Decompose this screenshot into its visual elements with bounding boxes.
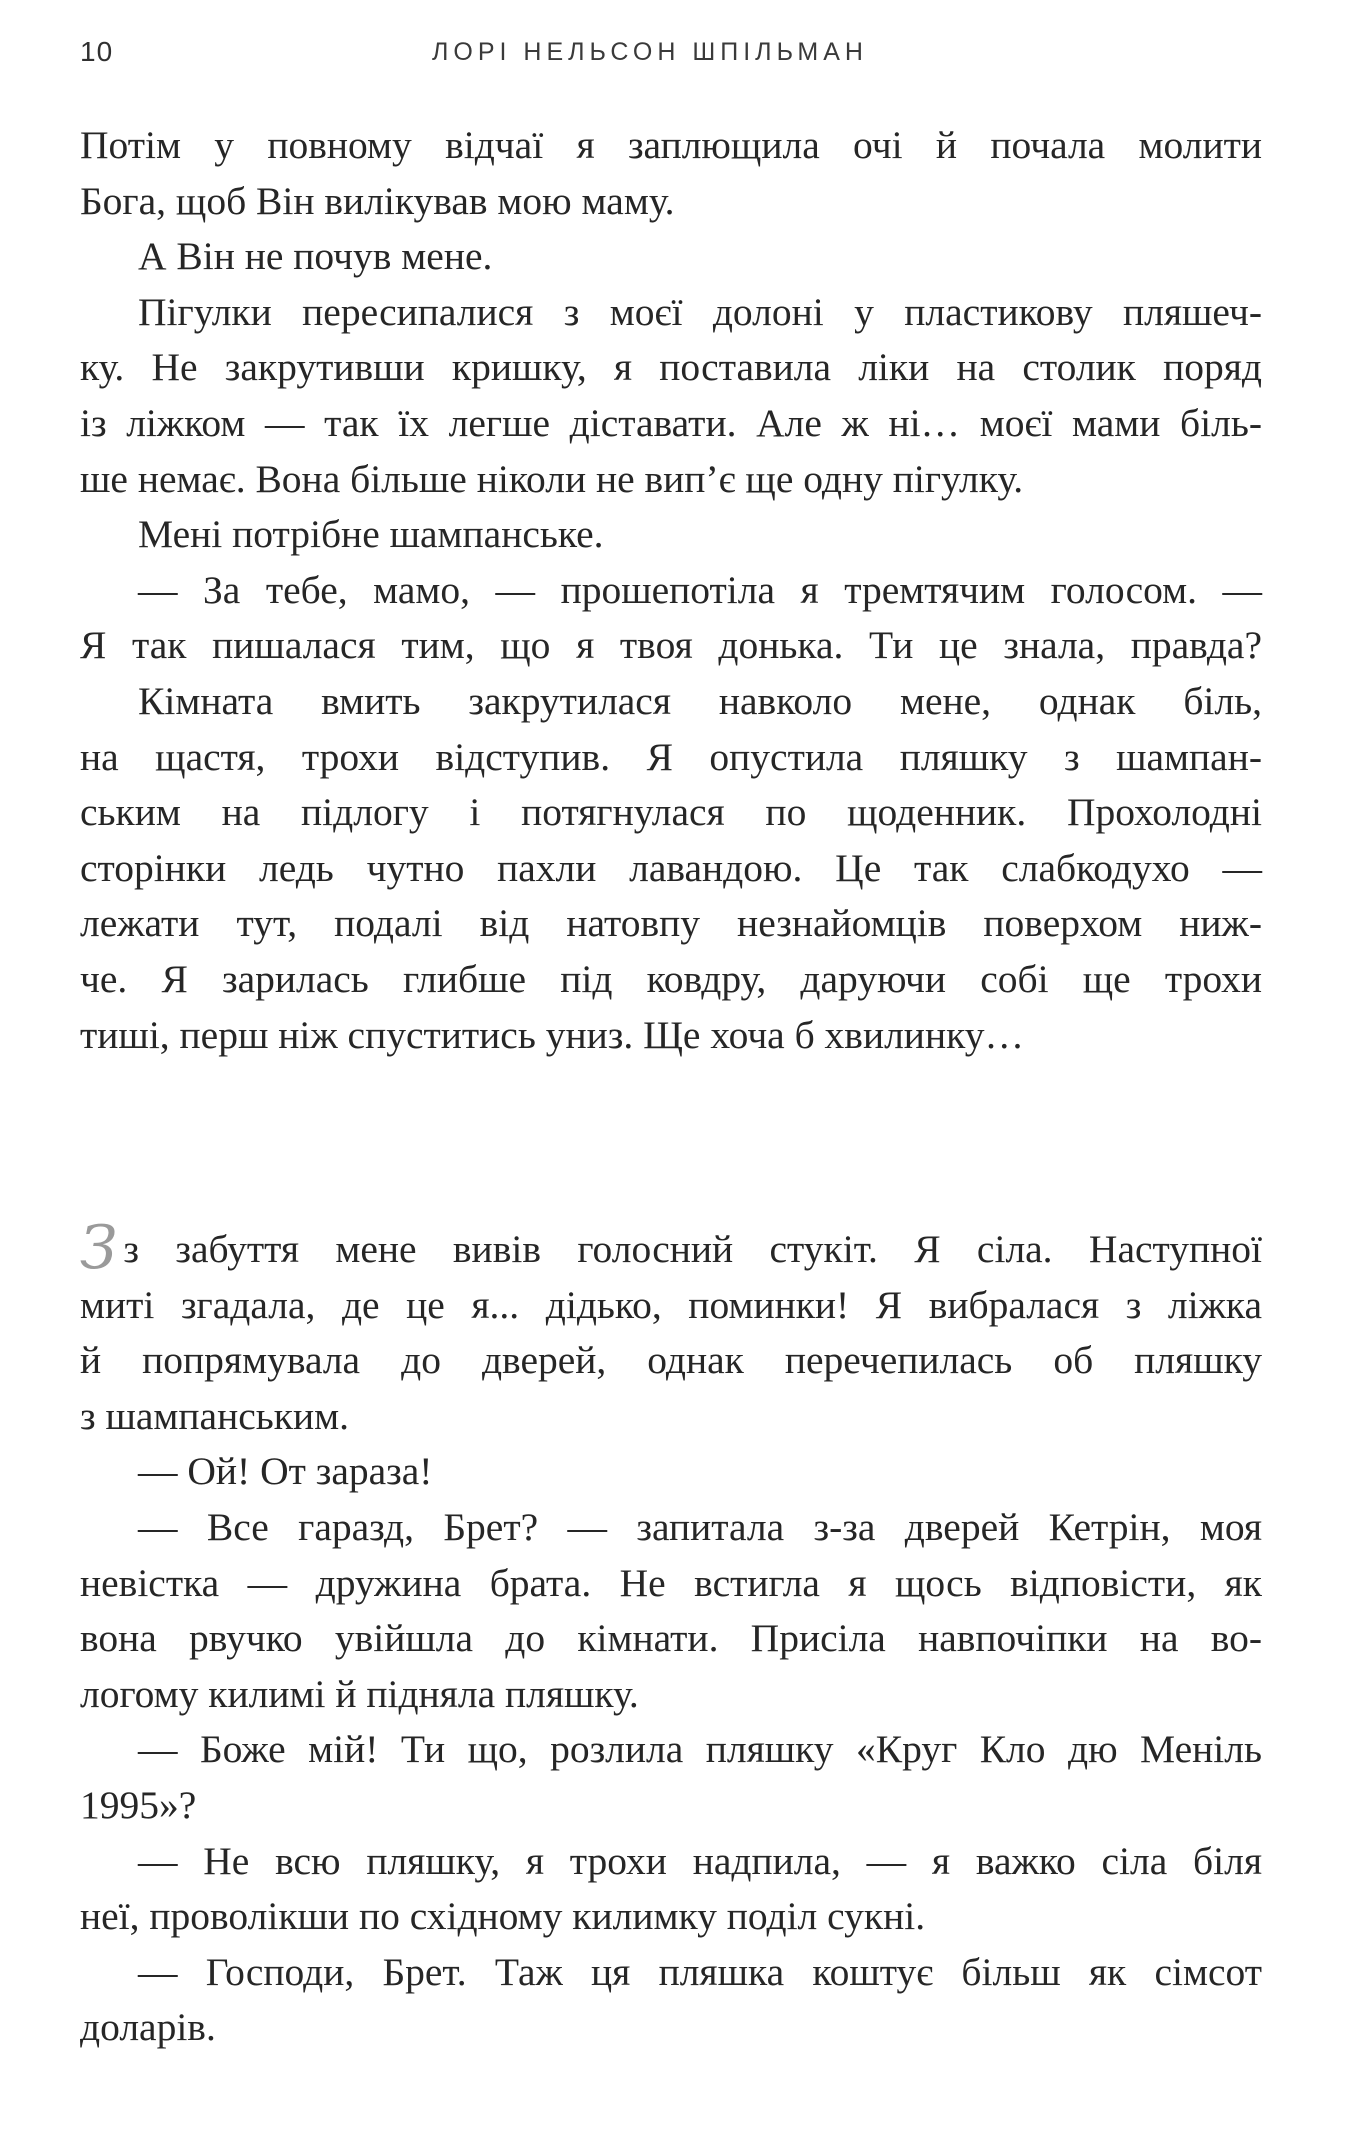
text-line: — За тебе, мамо, — прошепотіла я тремтячим голосом. — — [138, 567, 1262, 612]
text-line: — Не всю пляшку, я трохи надпила, — я важко сіла біля — [138, 1838, 1262, 1883]
first-line-text: з забуття мене вивів голосний стукіт. Я сіла. Наступної — [123, 1227, 1262, 1271]
text-line: вона рвучко увійшла до кімнати. Присіла навпочіпки на во- — [80, 1616, 1262, 1661]
text-line: — Ой! От зараза! — [138, 1449, 433, 1494]
page-number: 10 — [80, 36, 114, 67]
text-line-first — [80, 1213, 1262, 1283]
text-line: ським на підлогу і потягнулася по щоденник. Прохолодні — [80, 790, 1262, 835]
text-line: ку. Не закрутивши кришку, я поставила ліки на столик поряд — [80, 345, 1262, 390]
text-line: сторінки ледь чутно пахли лавандою. Це так слабкодухо — — [80, 845, 1262, 890]
body-section-1 — [80, 118, 1262, 1063]
body-section-2 — [80, 1213, 1262, 2056]
text-line: Бога, щоб Він вилікував мою маму. — [80, 178, 675, 223]
text-line: логому килимі й підняла пляшку. — [80, 1671, 639, 1716]
text-line: 1995»? — [80, 1782, 197, 1827]
text-line: че. Я зарилась глибше під ковдру, даруючи собі ще трохи — [80, 956, 1262, 1001]
text-line: й попрямувала до дверей, однак перечепилась об пляшку — [80, 1338, 1262, 1383]
text-line: — Господи, Брет. Таж ця пляшка коштує більш як сімсот — [138, 1949, 1262, 1994]
text-line: Пігулки пересипалися з моєї долоні у пластикову пляшеч- — [138, 289, 1262, 334]
text-line: неї, проволікши по східному килимку поділ сукні. — [80, 1894, 926, 1939]
text-line: Мені потрібне шампанське. — [138, 512, 604, 557]
text-line: невістка — дружина брата. Не встигла я щось відповісти, як — [80, 1560, 1262, 1605]
text-line: на щастя, трохи відступив. Я опустила пляшку з шампан- — [80, 734, 1262, 779]
drop-cap: З — [80, 1213, 118, 1283]
text-line: ше немає. Вона більше ніколи не вип’є ще одну пігулку. — [80, 456, 1024, 501]
text-line: із ліжком — так їх легше діставати. Але ж ні… моєї мами біль- — [80, 400, 1262, 445]
running-head: ЛОРІ НЕЛЬСОН ШПІЛЬМАН — [431, 38, 868, 66]
text-line: лежати тут, подалі від натовпу незнайомців поверхом ниж- — [80, 901, 1262, 946]
text-line: — Все гаразд, Брет? — запитала з-за дверей Кетрін, моя — [138, 1504, 1262, 1549]
page-header — [80, 36, 1220, 76]
text-line: Кімната вмить закрутилася навколо мене, однак біль, — [138, 678, 1262, 723]
text-line: тиші, перш ніж спуститись униз. Ще хоча б хвилинку… — [80, 1012, 1024, 1057]
text-line: Я так пишалася тим, що я твоя донька. Ти це знала, правда? — [80, 623, 1262, 668]
text-line: з шампанським. — [80, 1393, 349, 1438]
text-line: Потім у повному відчаї я заплющила очі й почала молити — [80, 123, 1262, 167]
text-line: — Боже мій! Ти що, розлила пляшку «Круг Кло дю Меніль — [138, 1727, 1262, 1772]
text-line: миті згадала, де це я... дідько, поминки! Я вибралася з ліжка — [80, 1282, 1262, 1327]
text-line: доларів. — [80, 2005, 216, 2050]
text-line: А Він не почув мене. — [138, 234, 493, 279]
